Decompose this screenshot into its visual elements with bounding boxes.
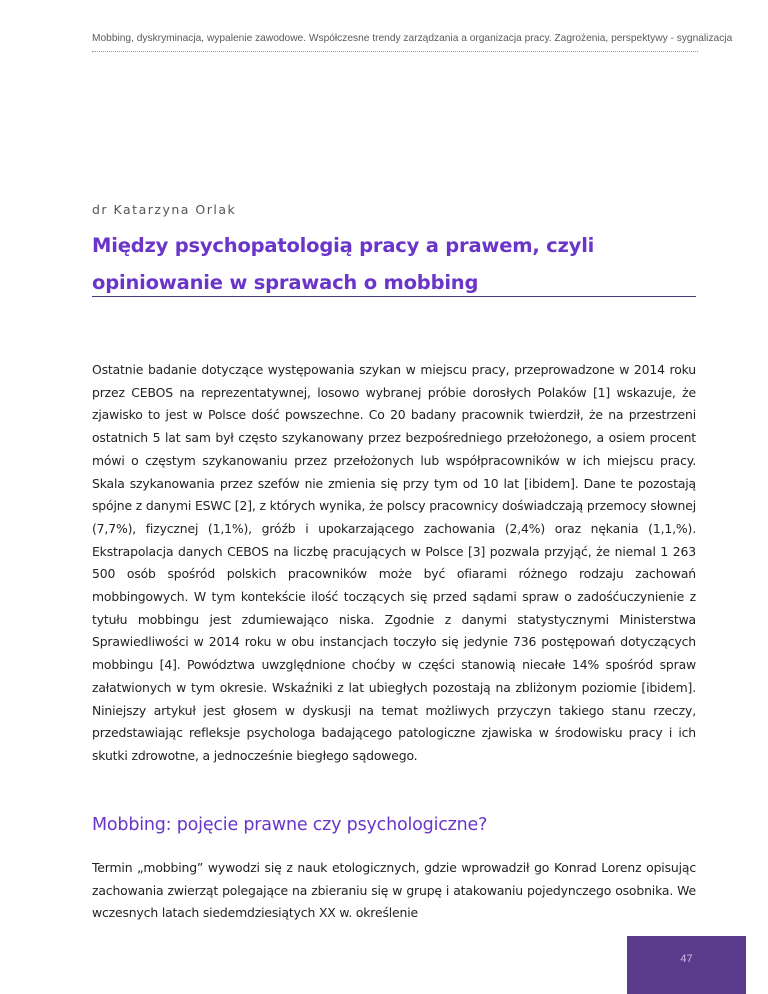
running-header: Mobbing, dyskryminacja, wypalenie zawodowe. Współczesne trendy zarządzania a organizacja pracy. Zagrożenia, perspektywy - sygnalizacja xyxy=(92,30,698,52)
page-number-badge xyxy=(627,936,746,994)
title-divider xyxy=(92,296,696,297)
section-paragraph: Termin „mobbing” wywodzi się z nauk etologicznych, gdzie wprowadził go Konrad Lorenz opisując zachowania zwierząt polegające na zbieraniu się w grupę i atakowaniu pojedynczego osobnika. We wczesnych latach siedemdziesiątych XX w. określenie xyxy=(92,860,696,921)
author-name: dr Katarzyna Orlak xyxy=(92,202,237,217)
section-heading: Mobbing: pojęcie prawne czy psychologiczne? xyxy=(92,815,488,835)
intro-paragraph: Ostatnie badanie dotyczące występowania szykan w miejscu pracy, przeprowadzone w 2014 roku przez CEBOS na reprezentatywnej, losowo wybranej próbie dorosłych Polaków [1] wskazuje, że zjawisko to jest w Polsce dość powszechne. Co 20 badany pracownik twierdził, że na przestrzeni ostatnich 5 lat sam był często szykanowany przez bezpośredniego przełożonego, a osiem procent mówi o częstym szykanowaniu przez przełożonych lub współpracowników w ich miejscu pracy. Skala szykanowania przez szefów nie zmienia się przy tym od 10 lat [ibidem]. Dane te pozostają spójne z danymi ESWC [2], z których wynika, że polscy pracownicy doświadczają przemocy słownej (7,7%), fizycznej (1,1%), gróźb i upokarzającego zachowania (2,4%) oraz nękania (1,1,%). Ekstrapolacja danych CEBOS na liczbę pracujących w Polsce [3] pozwala przyjąć, że niemal 1 263 500 osób spośród polskich pracowników może być ofiarami różnego rodzaju zachowań mobbingowych. W tym kontekście ilość toczących się przed sądami spraw o zadośćuczynienie z tytułu mobbingu jest zdumiewająco niska. Zgodnie z danymi statystycznymi Ministerstwa Sprawiedliwości w 2014 roku w obu instancjach toczyło się jedynie 736 postępowań dotyczących mobbingu [4]. Powództwa uwzględnione choćby w części stanowią niecałe 14% spośród spraw załatwionych w tym okresie. Wskaźniki z lat ubiegłych pozostają na zbliżonym poziomie [ibidem]. Niniejszy artykuł jest głosem w dyskusji na temat możliwych przyczyn takiego stanu rzeczy, przedstawiając refleksje psychologa badającego patologiczne zjawiska w środowisku pracy i ich skutki zdrowotne, a jednocześnie biegłego sądowego. xyxy=(92,362,696,763)
article-title: Między psychopatologią pracy a prawem, czyli opiniowanie w sprawach o mobbing xyxy=(92,234,595,294)
page-number: 47 xyxy=(680,953,693,965)
